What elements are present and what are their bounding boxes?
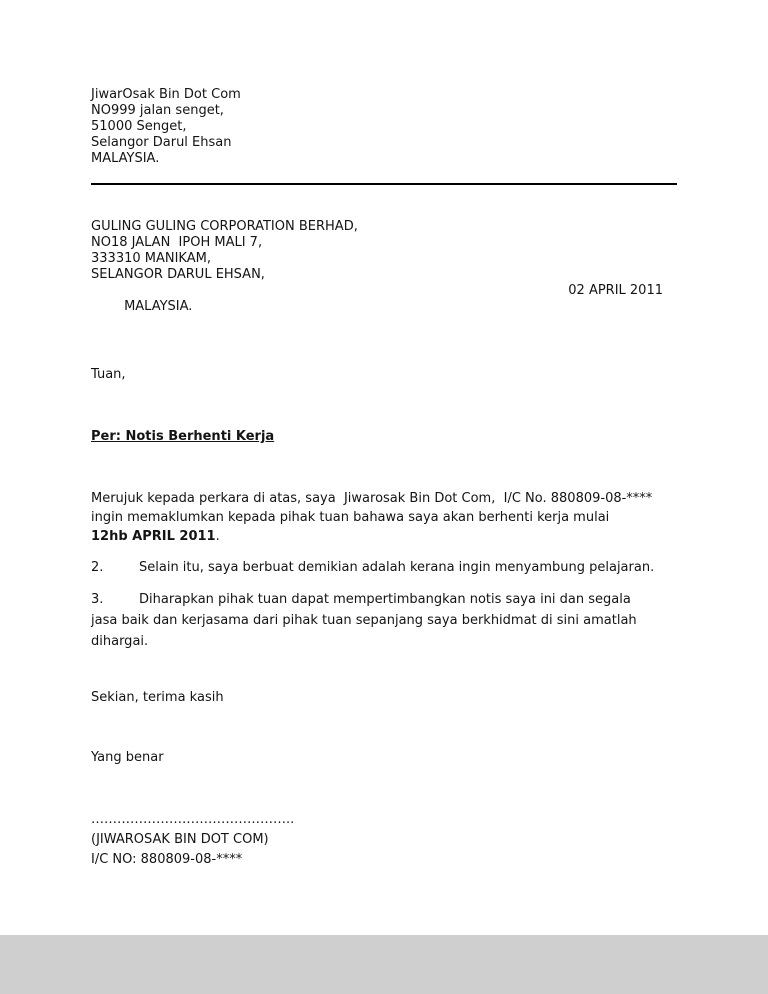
paragraph-3-line: dihargai.: [91, 634, 149, 649]
closing-line: Sekian, terima kasih: [91, 690, 224, 705]
paragraph-2-number: 2.: [91, 560, 104, 575]
page-bottom-margin: [0, 935, 768, 994]
paragraph-1-tail: .: [215, 529, 220, 544]
paragraph-1-line: Merujuk kepada perkara di atas, saya Jiwarosak Bin Dot Com, I/C No. 880809-08-****: [91, 491, 653, 506]
paragraph-2-text: Selain itu, saya berbuat demikian adalah kerana ingin menyambung pelajaran.: [139, 560, 655, 575]
recipient-company: GULING GULING CORPORATION BERHAD,: [91, 219, 358, 234]
paragraph-2-line: [91, 558, 677, 577]
sender-state: Selangor Darul Ehsan: [91, 135, 232, 150]
recipient-country: MALAYSIA.: [124, 299, 193, 314]
sender-postcode: 51000 Senget,: [91, 119, 187, 134]
paragraph-2: [91, 558, 677, 577]
paragraph-3: [91, 589, 677, 652]
recipient-street: NO18 JALAN IPOH MALI 7,: [91, 235, 263, 250]
sender-country: MALAYSIA.: [91, 151, 160, 166]
effective-date-bold: 12hb APRIL 2011: [91, 529, 216, 544]
divider-line: [91, 183, 677, 185]
signoff-line: Yang benar: [91, 750, 164, 765]
paragraph-3-number: 3.: [91, 592, 104, 607]
letter-date: 02 APRIL 2011: [568, 283, 663, 298]
paragraph-3-line: jasa baik dan kerjasama dari pihak tuan sepanjang saya berkhidmat di sini amatlah: [91, 613, 637, 628]
signature-block: [91, 810, 677, 870]
sender-street: NO999 jalan senget,: [91, 103, 224, 118]
recipient-country-row: [91, 283, 677, 347]
paragraph-1-line: [91, 527, 677, 546]
recipient-state: SELANGOR DARUL EHSAN,: [91, 267, 265, 282]
recipient-address: [91, 219, 677, 347]
signature-dots: ………………………………………..: [91, 812, 295, 827]
subject-line: [91, 429, 677, 445]
sender-address: [91, 87, 677, 167]
recipient-postcode: 333310 MANIKAM,: [91, 251, 211, 266]
salutation: Tuan,: [91, 367, 126, 382]
paragraph-1-line: ingin memaklumkan kepada pihak tuan bahawa saya akan berhenti kerja mulai: [91, 510, 610, 525]
signature-name: (JIWAROSAK BIN DOT COM): [91, 832, 269, 847]
signature-ic-number: I/C NO: 880809-08-****: [91, 852, 243, 867]
paragraph-3-line: [91, 589, 677, 610]
paragraph-3-text: Diharapkan pihak tuan dapat mempertimbangkan notis saya ini dan segala: [139, 592, 631, 607]
subject-text: Per: Notis Berhenti Kerja: [91, 429, 275, 444]
paragraph-1: [91, 489, 677, 546]
sender-name: JiwarOsak Bin Dot Com: [91, 87, 241, 102]
